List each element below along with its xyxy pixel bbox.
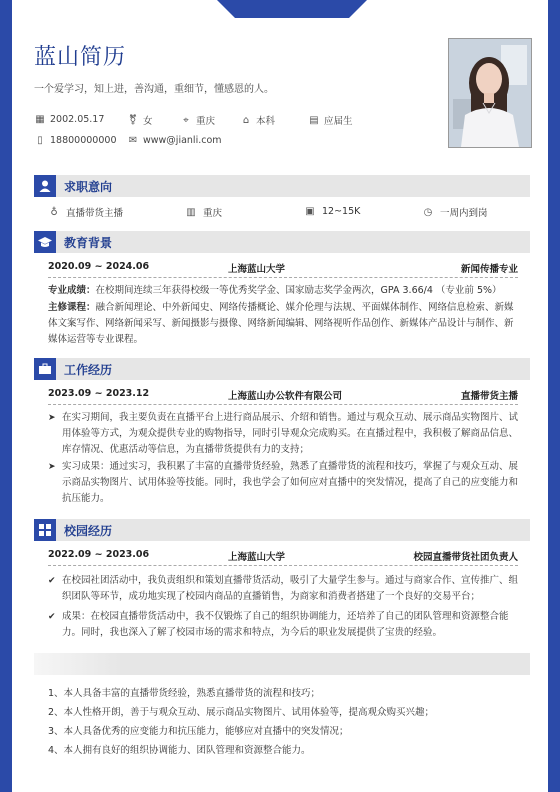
graduation-cap-icon: ⌂: [242, 114, 250, 126]
campus-period: 2022.09 ~ 2023.06: [48, 549, 150, 560]
edu-major: 新闻传播专业: [460, 264, 518, 275]
city-info: ⌖ 重庆: [180, 113, 215, 127]
list-item: 3、本人具备优秀的应变能力和抗压能力，能够应对直播中的突发情况；: [48, 726, 349, 737]
location-icon: ⌖: [183, 114, 189, 126]
status-info: ▤ 应届生: [309, 114, 353, 127]
self-evaluation-list: [48, 684, 520, 760]
mail-icon: ✉: [128, 134, 138, 146]
education-row: [48, 261, 518, 275]
edu-school: 上海蓝山大学: [228, 264, 286, 275]
resume-page: [12, 0, 548, 792]
gender-icon: ⚧: [128, 114, 138, 126]
portrait-illustration: [449, 39, 531, 147]
list-item: 4、本人拥有良好的组织协调能力、团队管理和资源整合能力。: [48, 745, 311, 756]
grid-icon: [34, 519, 56, 541]
section-title: 求职意向: [64, 179, 113, 194]
divider: [48, 404, 518, 405]
check-icon: ✔: [48, 612, 56, 622]
phone-info: ▯ 18800000000: [34, 134, 117, 146]
campus-role: 校园直播带货社团负责人: [413, 552, 518, 563]
intent-salary: ▣ 12~15K: [305, 205, 361, 217]
education-info: ⌂ 本科: [240, 113, 275, 127]
list-item: 1、本人具备丰富的直播带货经验，熟悉直播带货的流程和技巧；: [48, 688, 321, 699]
edu-courses: 主修课程：融合新闻理论、中外新闻史、网络传播概论、媒介伦理与法规、平面媒体制作、网络信息检索、新媒体文案写作、网络新闻采写、新闻摄影与摄像、网络新闻编辑、网络视听作品创作、新媒体产品设计与制作、新媒体运营等专业课程。: [48, 302, 514, 345]
motto: 一个爱学习，知上进，善沟通，重细节，懂感恩的人。: [34, 84, 274, 95]
section-header-self: [34, 653, 530, 675]
section-title: 校园经历: [64, 523, 113, 538]
birth-info: ▦ 2002.05.17: [35, 113, 105, 125]
edu-period: 2020.09 ~ 2024.06: [48, 261, 150, 272]
blank-title-area: [34, 653, 124, 675]
building-icon: ▥: [186, 206, 196, 218]
user-icon: [34, 175, 56, 197]
section-title: 教育背景: [64, 235, 113, 250]
work-role: 直播带货主播: [460, 391, 518, 402]
work-bullet-2: ➤ 实习成果：通过实习，我积累了丰富的直播带货经验，熟悉了直播带货的流程和技巧，掌握了与观众互动、展示商品实物图片、试用体验等技能。同时，我也学会了如何应对直播中的突发情况，提高了自己的应变能力和抗压能力。: [48, 461, 519, 504]
gender-info: ⚧ 女: [128, 114, 153, 127]
work-bullet-1: ➤ 在实习期间，我主要负责在直播平台上进行商品展示、介绍和销售。通过与观众互动、展示商品实物图片、试用体验等方式，为观众提供专业的购物指导，同时引导观众完成购买。在直播过程中，我积极了解商品信息、库存情况、优惠活动等信息，为直播带货提供有力的支持；: [48, 412, 519, 455]
check-icon: ✔: [48, 576, 56, 586]
calendar-icon: ▦: [35, 113, 45, 125]
divider: [48, 277, 518, 278]
graduation-cap-icon: [34, 231, 56, 253]
intent-position: ♁ 直播带货主播: [48, 205, 123, 219]
intent-arrival: ◷ 一周内到岗: [423, 206, 488, 219]
microphone-icon: ♁: [50, 206, 58, 218]
section-title: 工作经历: [64, 362, 113, 377]
edu-grade: 专业成绩：在校期间连续三年获得校级一等优秀奖学金、国家励志奖学金两次，GPA 3.66/4 （专业前 5%）: [48, 285, 502, 296]
section-header-education: [34, 231, 530, 253]
work-period: 2023.09 ~ 2023.12: [48, 388, 150, 399]
profile-photo: [448, 38, 532, 148]
section-header-work: [34, 358, 530, 380]
campus-bullet-1: ✔ 在校园社团活动中，我负责组织和策划直播带货活动，吸引了大量学生参与。通过与商家合作、宣传推广、组织团队等环节，成功地实现了校园内商品的直播销售，为商家和消费者搭建了一个良好的交易平台；: [48, 575, 519, 602]
arrow-bullet-icon: ➤: [48, 462, 56, 472]
arrow-bullet-icon: ➤: [48, 413, 56, 423]
section-header-campus: [34, 519, 530, 541]
campus-bullet-2: ✔ 成果：在校园直播带货活动中，我不仅锻炼了自己的组织协调能力，还培养了自己的团队管理和资源整合能力。同时，我也深入了解了校园市场的需求和特点，为今后的职业发展提供了宝贵的经验。: [48, 611, 509, 638]
phone-icon: ▯: [37, 134, 43, 146]
clipboard-icon: ▤: [309, 114, 319, 126]
resume-title: 蓝山简历: [34, 45, 127, 70]
top-decoration: [217, 0, 367, 18]
intent-city: ▥ 重庆: [186, 206, 223, 219]
briefcase-icon: [34, 358, 56, 380]
work-row: [48, 388, 518, 402]
wallet-icon: ▣: [305, 205, 315, 217]
divider: [48, 565, 518, 566]
campus-school: 上海蓝山大学: [228, 552, 286, 563]
section-header-intent: [34, 175, 530, 197]
email-info: ✉ www@jianli.com: [128, 134, 222, 146]
work-company: 上海蓝山办公软件有限公司: [228, 391, 343, 402]
list-item: 2、本人性格开朗，善于与观众互动、展示商品实物图片、试用体验等，提高观众购买兴趣；: [48, 707, 435, 718]
campus-row: [48, 549, 518, 563]
clock-icon: ◷: [423, 206, 433, 218]
